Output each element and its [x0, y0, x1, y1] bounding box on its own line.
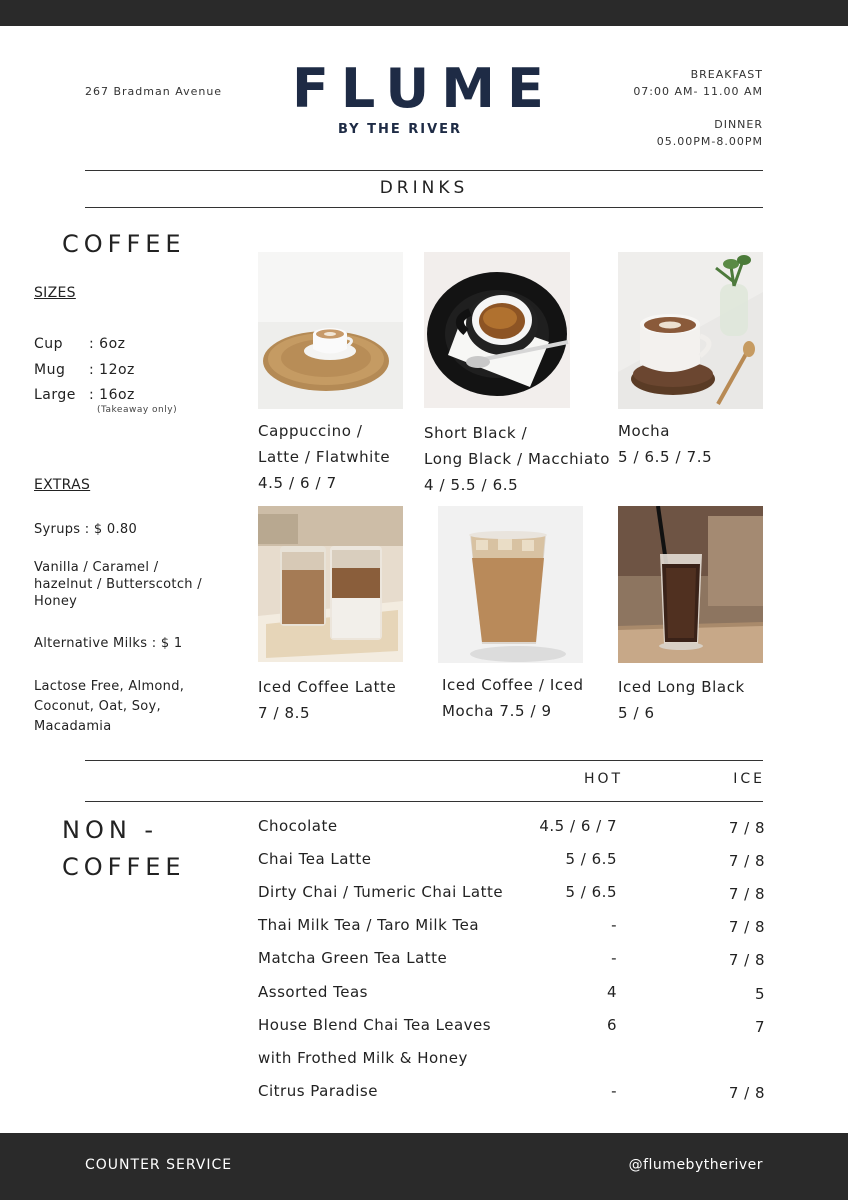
breakfast-label: BREAKFAST	[690, 68, 763, 81]
opening-hours	[633, 66, 763, 150]
drink-name: House Blend Chai Tea Leaves	[258, 1016, 492, 1034]
item-name: Short Black /	[424, 424, 528, 442]
address: 267 Bradman Avenue	[85, 85, 223, 98]
drink-name: Matcha Green Tea Latte	[258, 949, 448, 967]
sizes-heading: SIZES	[34, 285, 76, 301]
drink-name: Citrus Paradise	[258, 1082, 378, 1100]
iced-latte-photo	[258, 506, 403, 662]
non-coffee-heading-line: NON -	[62, 816, 159, 844]
brand-tagline: BY THE RIVER	[337, 122, 463, 137]
top-bar	[0, 0, 848, 26]
size-name: Cup	[34, 336, 64, 352]
item-name: Iced Long Black	[618, 678, 745, 696]
item-price: 7 / 8.5	[258, 704, 311, 722]
drinks-heading: DRINKS	[379, 178, 469, 198]
drink-name: Assorted Teas	[258, 983, 368, 1001]
item-name: Long Black / Macchiato	[424, 450, 610, 468]
size-name: Mug	[34, 362, 66, 378]
size-value: : 6oz	[89, 336, 126, 352]
footer-bar	[0, 1133, 848, 1200]
item-name: Latte / Flatwhite	[258, 448, 391, 466]
hot-price: 4	[606, 983, 617, 1001]
iced-coffee-photo	[438, 506, 583, 663]
extras-heading: EXTRAS	[34, 477, 91, 493]
syrup-flavors: Vanilla / Caramel / hazelnut / Butterscotch / Honey	[34, 560, 202, 609]
non-coffee-heading	[62, 812, 186, 886]
short-black-photo	[424, 252, 570, 408]
dinner-hours: 05.00PM-8.00PM	[656, 135, 763, 148]
menu-item-cappuccino	[258, 418, 390, 496]
ice-price: 7	[754, 1018, 765, 1036]
alt-milks-price: Alternative Milks : $ 1	[34, 636, 183, 651]
hot-price: 4.5 / 6 / 7	[539, 817, 617, 835]
cappuccino-photo	[258, 252, 403, 409]
menu-item-mocha	[618, 418, 712, 470]
breakfast-hours: 07:00 AM- 11.00 AM	[633, 85, 763, 98]
hot-price: 5 / 6.5	[565, 883, 617, 901]
size-row-large	[34, 387, 135, 403]
hot-price: -	[611, 949, 617, 967]
takeaway-note: (Takeaway only)	[97, 405, 178, 415]
size-value: : 12oz	[89, 362, 135, 378]
ice-price: 7 / 8	[728, 885, 765, 903]
non-coffee-heading-line: COFFEE	[62, 853, 186, 881]
ice-price: 7 / 8	[728, 1084, 765, 1102]
divider	[85, 760, 763, 761]
divider	[85, 170, 763, 171]
ice-price: 7 / 8	[728, 918, 765, 936]
mocha-photo	[618, 252, 763, 409]
menu-item-iced-coffee	[442, 672, 584, 724]
item-price: 5 / 6.5 / 7.5	[618, 448, 713, 466]
dinner-label: DINNER	[714, 118, 763, 131]
ice-price: 7 / 8	[728, 819, 765, 837]
logo	[280, 57, 556, 137]
item-price: 4.5 / 6 / 7	[258, 474, 337, 492]
divider	[85, 801, 763, 802]
divider	[85, 207, 763, 208]
iced-long-black-photo	[618, 506, 763, 663]
item-price: 4 / 5.5 / 6.5	[424, 476, 519, 494]
drink-name: Chocolate	[258, 817, 338, 835]
menu-item-iced-coffee-latte	[258, 674, 396, 726]
milk-types: Lactose Free, Almond, Coconut, Oat, Soy, Macadamia	[34, 679, 185, 734]
item-name: Cappuccino /	[258, 422, 363, 440]
coffee-heading: COFFEE	[62, 230, 186, 258]
ice-price: 7 / 8	[728, 951, 765, 969]
hot-price: 5 / 6.5	[565, 850, 617, 868]
counter-service-label: COUNTER SERVICE	[85, 1157, 233, 1173]
size-value: : 16oz	[89, 387, 135, 403]
syrups-price: Syrups : $ 0.80	[34, 522, 138, 537]
drink-name: Thai Milk Tea / Taro Milk Tea	[258, 916, 480, 934]
size-name: Large	[34, 387, 76, 403]
drink-name: Dirty Chai / Tumeric Chai Latte	[258, 883, 504, 901]
hot-column-header: HOT	[584, 771, 624, 787]
item-name: Iced Coffee / Iced	[442, 676, 584, 694]
ice-price: 5	[754, 985, 765, 1003]
item-name: Iced Coffee Latte	[258, 678, 397, 696]
social-handle: @flumebytheriver	[628, 1157, 763, 1173]
hot-price: -	[611, 916, 617, 934]
menu-item-iced-long-black	[618, 674, 745, 726]
item-name: Mocha	[618, 422, 671, 440]
item-price: 5 / 6	[618, 704, 655, 722]
ice-column-header: ICE	[733, 771, 765, 787]
menu-item-short-black	[424, 420, 610, 498]
hot-price: -	[611, 1082, 617, 1100]
hot-price: 6	[606, 1016, 617, 1034]
size-row-mug	[34, 362, 135, 378]
item-price: Mocha 7.5 / 9	[442, 702, 552, 720]
drink-name: with Frothed Milk & Honey	[258, 1049, 468, 1067]
ice-price: 7 / 8	[728, 852, 765, 870]
brand-name: FLUME	[292, 57, 556, 120]
size-row-cup	[34, 336, 126, 352]
drink-name: Chai Tea Latte	[258, 850, 372, 868]
